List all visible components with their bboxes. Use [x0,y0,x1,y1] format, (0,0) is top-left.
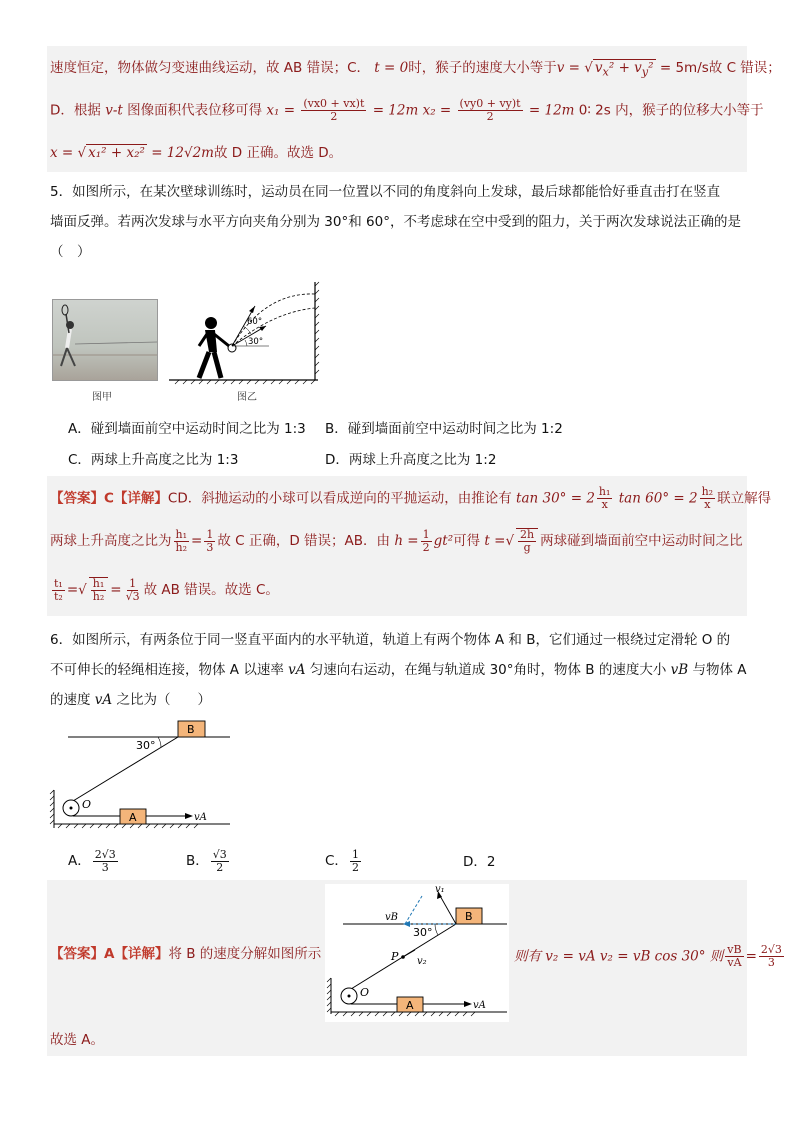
math: x = [50,145,78,161]
text: 0∶ 2s 内，猴子的位移大小等于 [574,102,764,119]
angle-label: 30° [136,739,156,752]
fraction: $\frac{2√3}{3}$ [94,847,116,874]
text: 故 C 正确，D 错误；AB．由 [217,533,391,549]
sqrt-body: $v_x^2 + v_y^2$ [594,60,654,79]
fraction: $\frac{\text{h₁}}{\text{h₂}}$ [175,527,187,554]
math: t = [484,533,506,549]
q5-option-a[interactable]: A．碰到墙面前空中运动时间之比为 1:3 [68,421,306,437]
q6-figure [48,716,238,834]
sqrt-sign: √ [77,145,87,161]
angle-label-60: 60° [247,317,263,327]
math: v = [556,60,585,76]
math: = [66,582,79,598]
text: 匀速向右运动，在绳与轨道成 30°角时，物体 B 的速度大小 [305,662,671,678]
q5-stem-line-2: 墙面反弹。若两次发球与水平方向夹角分别为 30°和 60°，不考虑球在空中受到的阻力，关于两次发球说法正确的是 [50,214,741,230]
q5-stem-line-3: （ ） [50,244,91,260]
fraction: $\frac{2√3}{3}$ [760,943,782,969]
pulley-label: O [360,986,370,999]
math: gt² [433,533,454,549]
sqrt-sign: √ [584,60,593,76]
q5-option-d[interactable]: D．两球上升高度之比为 1:2 [325,452,497,468]
math: vB [670,662,689,678]
squash-player-icon [53,300,157,380]
angle-label-30: 30° [248,337,264,347]
velocity-v1-label: v₁ [435,884,445,895]
math: tan 30° = 2 [516,490,595,507]
fraction: $\frac{1}{√3}$ [125,576,140,603]
math: 则有 v₂ = vA v₂ = vB cos 30° 则 [514,948,724,965]
math: = 12m [372,102,419,119]
sqrt-sign: √ [505,533,515,549]
text: 两球碰到墙面前空中运动时间之比 [540,533,743,549]
fraction: $\frac{2h}{g}$ [516,528,538,554]
velocity-a-label: vA [194,812,207,823]
q5-figure-b-diagram [165,280,325,385]
text: 两球上升高度之比为 [50,533,172,549]
text: 不可伸长的轻绳相连接，物体 A 以速率 [50,662,289,678]
fraction: $\frac{1}{3}$ [206,527,214,554]
point-p-label: P [391,950,399,963]
math: tan 60° = 2 [618,490,698,507]
q5-answer-line-2 [50,528,743,554]
block-b-label: B [187,723,195,736]
math: vA [94,692,113,708]
answer-tag: 【答案】A【详解】 [50,946,169,962]
math: vA [288,662,306,678]
block-a-label: A [129,811,137,824]
q6-option-c[interactable] [325,848,363,874]
prev-answer-line-1 [50,58,781,83]
fraction: $\frac{(vy0 + vy)t}{2}$ [459,97,521,123]
q6-answer-relation [514,944,786,969]
q5-figure-a-caption: 图甲 [92,392,112,403]
math: h = [394,533,419,549]
math: = [191,533,203,549]
q5-answer-line-3 [50,577,279,603]
option-label: C． [325,853,348,869]
math: = 12√2m [146,145,214,161]
fraction: $\frac{\text{h₂}}{x}$ [701,485,714,511]
fraction: $\frac{\text{h₁}}{x}$ [598,485,611,511]
velocity-v2-label: v₂ [417,956,427,967]
text: 速度恒定，物体做匀变速曲线运动，故 AB 错误；C． [50,60,375,76]
text: 时，猴子的速度大小等于 [408,60,557,76]
q6-stem-line-3 [50,690,211,710]
text: D．根据 [50,102,106,119]
text: 将 B 的速度分解如图所示 [168,946,322,962]
fraction: $\frac{1}{2}$ [422,527,430,554]
q5-answer-line-1 [50,486,771,511]
math: = 12m [528,102,575,119]
q6-stem-line-1: 6．如图所示，有两条位于同一竖直平面内的水平轨道，轨道上有两个物体 A 和 B，它们通过一根绕过定滑轮 O 的 [50,632,731,648]
q5-option-b[interactable]: B．碰到墙面前空中运动时间之比为 1:2 [325,421,563,437]
q6-option-b[interactable] [186,848,231,874]
sqrt-sign: √ [78,582,87,598]
q5-figure-b-caption: 图乙 [237,392,257,403]
fraction: $\frac{1}{2}$ [351,847,359,874]
velocity-a-label: vA [473,1000,486,1011]
option-label: B． [186,853,209,869]
fraction: $\frac{\text{t₁}}{\text{t₂}}$ [54,576,63,603]
math: = 5m/s [655,60,709,76]
option-label: A． [68,853,91,869]
angle-label: 30° [413,926,433,939]
q6-answer-conclusion: 故选 A。 [50,1032,105,1048]
text: 故 C 错误； [708,60,781,76]
fraction: $\frac{\text{h₁}}{\text{h₂}}$ [89,577,109,603]
fraction: $\frac{(vx0 + vx)t}{2}$ [303,97,365,123]
q5-option-c[interactable]: C．两球上升高度之比为 1:3 [68,452,239,468]
q6-option-a[interactable] [68,848,120,874]
text: 联立解得 [717,490,772,507]
text: 故 AB 错误。故选 C。 [143,582,279,598]
q6-answer-figure [325,884,509,1022]
math: x₁ = [266,102,296,119]
prev-answer-line-3 [50,143,342,163]
q6-option-d[interactable]: D．2 [463,854,496,870]
text: 可得 [453,533,481,549]
sqrt-body: x₁² + x₂² [88,145,145,161]
q6-stem-line-2 [50,660,747,680]
q5-stem-line-1: 5．如图所示，在某次壁球训练时，运动员在同一位置以不同的角度斜向上发球，最后球都能恰好垂直击打在竖直 [50,184,721,200]
math: t = 0 [374,60,409,76]
math: = [745,948,757,965]
text: 故 D 正确。故选 D。 [213,145,343,161]
text: 之比为（ ） [112,692,211,708]
fraction: $\frac{vB}{vA}$ [727,943,742,969]
math: = [110,582,122,598]
prev-answer-line-2 [50,98,764,123]
text: 的速度 [50,692,95,708]
math: x₂ = [422,102,452,119]
text: 与物体 A [688,662,747,678]
text: CD．斜抛运动的小球可以看成逆向的平抛运动，由推论有 [167,490,512,507]
block-b-label: B [465,910,473,923]
fraction: $\frac{√3}{2}$ [212,847,227,874]
answer-tag: 【答案】C【详解】 [50,490,168,507]
pulley-label: O [82,798,92,811]
math: v-t [105,102,123,119]
q5-figure-a-photo [52,299,158,381]
velocity-vb-label: vB [385,912,398,923]
text: 图像面积代表位移可得 [122,102,263,119]
block-a-label: A [406,999,414,1012]
q6-answer-line-1 [50,944,321,964]
